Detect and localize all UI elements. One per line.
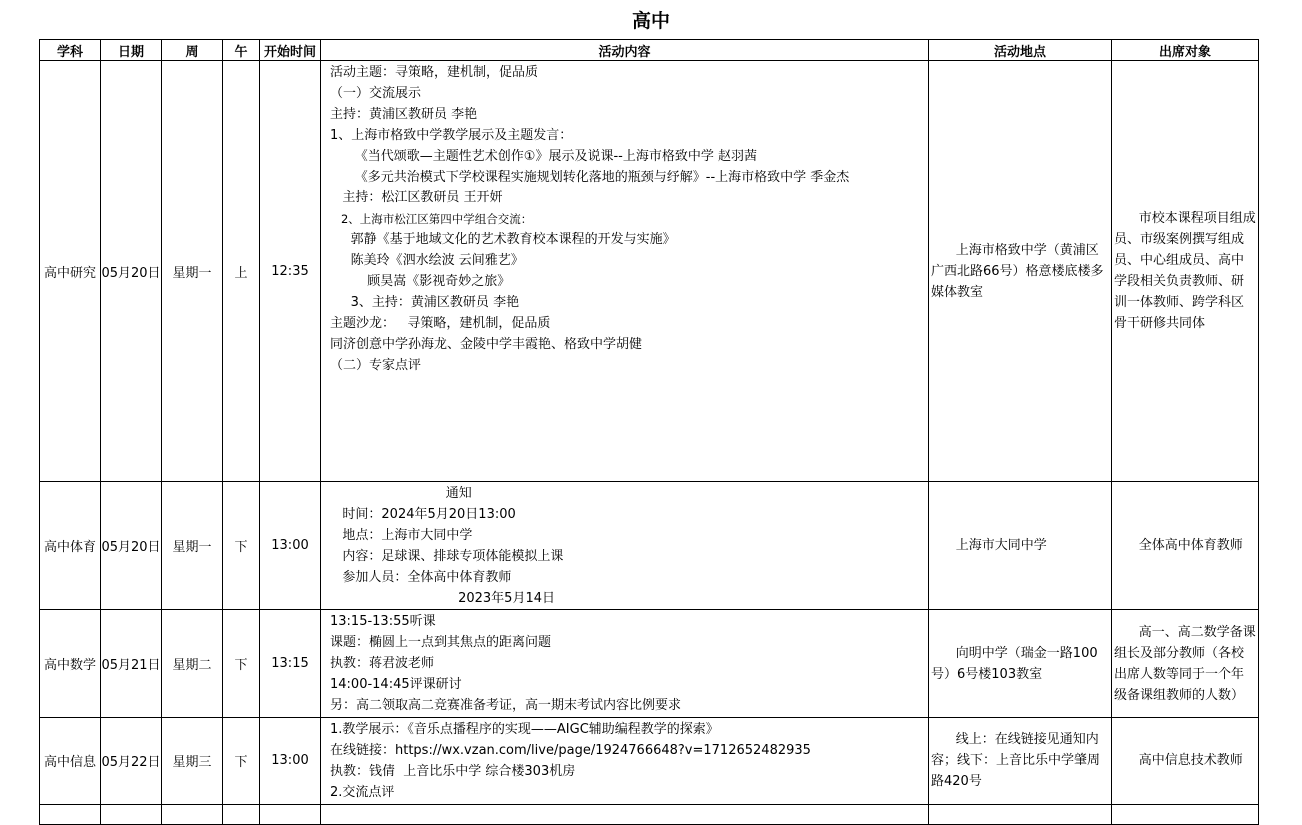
header-date: 日期 — [101, 40, 162, 61]
cell-weekday: 星期二 — [162, 610, 223, 718]
table-row — [40, 61, 1259, 482]
cell-location: 上海市大同中学 — [929, 482, 1112, 610]
online-link[interactable]: 在线链接：https://wx.vzan.com/live/page/1924766648?v=1712652482935 — [330, 742, 811, 758]
content-line: 内容：足球课、排球专项体能模拟上课 — [330, 548, 564, 564]
content-line: 郭静《基于地域文化的艺术教育校本课程的开发与实施》 — [330, 232, 676, 248]
cell-start-time: 13:00 — [260, 717, 321, 804]
cell-location: 向明中学（瑞金一路100号）6号楼103教室 — [929, 610, 1112, 718]
header-start-time: 开始时间 — [260, 40, 321, 61]
cell-period: 下 — [223, 610, 260, 718]
content-line: 1.教学展示：《音乐点播程序的实现——AIGC辅助编程教学的探索》 — [330, 721, 719, 737]
cell-start-time: 12:35 — [260, 61, 321, 482]
content-line: 1、上海市格致中学教学展示及主题发言： — [330, 127, 573, 143]
cell-date: 05月20日 — [101, 61, 162, 482]
content-line: 活动主题：寻策略，建机制，促品质 — [330, 65, 539, 80]
cell-start-time: 13:00 — [260, 482, 321, 610]
header-attendees: 出席对象 — [1112, 40, 1259, 61]
header-subject: 学科 — [40, 40, 101, 61]
content-line: 陈美玲《泗水绘波 云间雅艺》 — [330, 253, 524, 269]
table-row — [40, 610, 1259, 718]
cell-weekday: 星期一 — [162, 482, 223, 610]
header-row — [40, 40, 1259, 61]
cell-empty — [40, 804, 101, 824]
cell-attendees: 全体高中体育教师 — [1112, 482, 1259, 610]
content-line: 主持：黄浦区教研员 李艳 — [330, 106, 478, 122]
cell-date: 05月21日 — [101, 610, 162, 718]
cell-period: 下 — [223, 482, 260, 610]
cell-weekday: 星期三 — [162, 717, 223, 804]
content-line: 《多元共治模式下学校课程实施规划转化落地的瓶颈与纾解》--上海市格致中学 季金杰 — [330, 169, 850, 185]
cell-empty — [929, 804, 1112, 824]
content-line: 3、主持：黄浦区教研员 李艳 — [330, 294, 520, 310]
content-line: （一）交流展示 — [330, 85, 422, 101]
cell-attendees: 高一、高二数学备课组长及部分教师（各校出席人数等同于一个年级备课组教师的人数） — [1112, 610, 1259, 718]
header-content: 活动内容 — [321, 40, 929, 61]
content-line: （二）专家点评 — [330, 357, 422, 373]
cell-period: 上 — [223, 61, 260, 482]
content-line: 执教：蒋君波老师 — [330, 656, 435, 672]
cell-empty — [321, 804, 929, 824]
content-line: 主题沙龙： 寻策略，建机制，促品质 — [330, 315, 551, 331]
content-line: 《当代颂歌—主题性艺术创作①》展示及说课--上海市格致中学 赵羽茜 — [330, 148, 757, 164]
cell-empty — [260, 804, 321, 824]
cell-empty — [162, 804, 223, 824]
cell-attendees: 高中信息技术教师 — [1112, 717, 1259, 804]
content-line: 2、上海市松江区第四中学组合交流： — [330, 212, 533, 227]
content-line: 顾昊嵩《影视奇妙之旅》 — [330, 274, 511, 290]
content-line: 课题：椭圆上一点到其焦点的距离问题 — [330, 635, 552, 651]
cell-start-time: 13:15 — [260, 610, 321, 718]
content-line: 同济创意中学孙海龙、金陵中学丰霞艳、格致中学胡健 — [330, 336, 643, 352]
table-row — [40, 482, 1259, 610]
content-line: 另：高二领取高二竞赛准备考证，高一期末考试内容比例要求 — [330, 698, 682, 714]
content-line: 执教：钱倩 上音比乐中学 综合楼303机房 — [330, 763, 576, 779]
cell-empty — [1112, 804, 1259, 824]
content-line: 13:15-13:55听课 — [330, 614, 436, 630]
page-title: 高中 — [631, 10, 670, 32]
content-line: 参加人员：全体高中体育教师 — [330, 569, 512, 585]
schedule-table — [39, 39, 1259, 825]
content-line: 通知 — [330, 486, 472, 501]
content-line: 2.交流点评 — [330, 784, 395, 800]
cell-subject: 高中信息 — [40, 717, 101, 804]
cell-content — [321, 482, 929, 610]
cell-content — [321, 61, 929, 482]
content-line: 2023年5月14日 — [330, 590, 555, 606]
header-period: 午 — [223, 40, 260, 61]
cell-date: 05月20日 — [101, 482, 162, 610]
content-line: 时间：2024年5月20日13:00 — [330, 506, 516, 522]
cell-period: 下 — [223, 717, 260, 804]
content-line: 14:00-14:45评课研讨 — [330, 677, 462, 693]
content-line: 主持：松江区教研员 王开妍 — [330, 190, 503, 206]
cell-location: 上海市格致中学（黄浦区广西北路66号）格意楼底楼多媒体教室 — [929, 61, 1112, 482]
content-line: 地点：上海市大同中学 — [330, 527, 473, 543]
table-row — [40, 717, 1259, 804]
cell-subject: 高中数学 — [40, 610, 101, 718]
cell-weekday: 星期一 — [162, 61, 223, 482]
header-weekday: 周 — [162, 40, 223, 61]
cell-subject: 高中研究 — [40, 61, 101, 482]
table-row — [40, 804, 1259, 824]
cell-empty — [101, 804, 162, 824]
cell-content — [321, 610, 929, 718]
cell-attendees: 市校本课程项目组成员、市级案例撰写组成员、中心组成员、高中学段相关负责教师、研训一体教师、跨学科区骨干研修共同体 — [1112, 61, 1259, 482]
cell-location: 线上：在线链接见通知内容；线下：上音比乐中学肇周路420号 — [929, 717, 1112, 804]
cell-date: 05月22日 — [101, 717, 162, 804]
cell-subject: 高中体育 — [40, 482, 101, 610]
cell-content — [321, 717, 929, 804]
cell-empty — [223, 804, 260, 824]
header-location: 活动地点 — [929, 40, 1112, 61]
